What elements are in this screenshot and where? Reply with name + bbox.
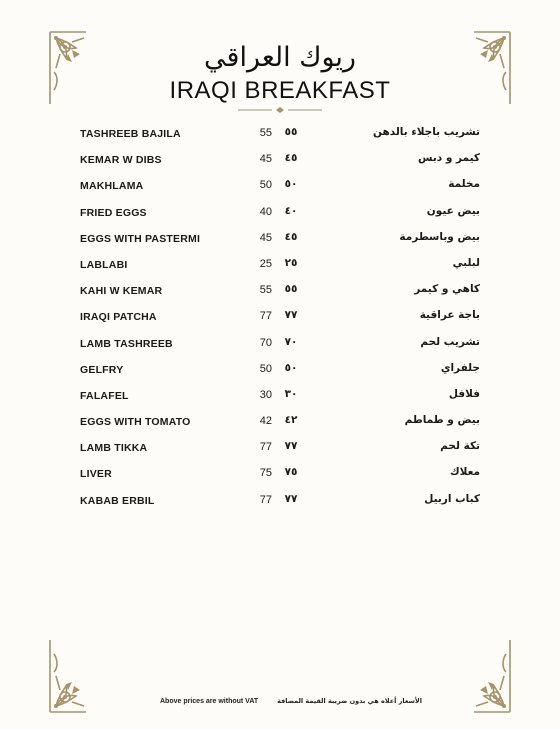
item-price-ar: ٥٠ [284,178,298,191]
item-price-ar: ٤٠ [284,204,298,217]
menu-item [0,384,560,410]
menu-header [0,40,560,104]
title-divider [238,107,322,113]
item-price-en: 70 [259,336,272,349]
item-price-en: 45 [259,153,272,166]
item-name-ar: فلافل [448,387,480,400]
item-name-ar: لبلبي [452,256,480,269]
title-arabic: ريوك العراقي [204,42,356,73]
menu-item [0,410,560,436]
item-price-en: 45 [259,231,272,244]
item-name-en: FALAFEL [80,389,129,402]
item-price-en: 50 [259,362,272,375]
item-name-en: LIVER [80,468,112,481]
menu-item [0,253,560,279]
item-name-en: EGGS WITH TOMATO [80,416,191,429]
item-price-en: 77 [259,441,272,454]
menu-item [0,489,560,515]
item-name-en: LAMB TIKKA [80,442,148,455]
menu-item [0,462,560,488]
item-name-en: TASHREEB BAJILA [80,128,181,140]
item-name-ar: باجة عراقية [419,309,480,322]
item-price-en: 40 [259,205,272,218]
item-price-ar: ٤٢ [284,414,298,427]
item-name-en: FRIED EGGS [80,206,147,219]
item-name-ar: بيض عيون [426,204,480,217]
corner-ornament-bottom-left [46,636,92,716]
item-name-en: GELFRY [80,363,124,376]
vat-note-en: Above prices are without VAT [160,698,259,705]
item-name-ar: كاهي و كيمر [414,283,480,296]
item-name-en: KEMAR W DIBS [80,154,162,167]
item-price-ar: ٧٧ [284,440,298,453]
menu-item [0,332,560,358]
item-price-ar: ٣٠ [284,387,298,400]
item-price-en: 77 [259,493,272,506]
item-name-ar: جلفراي [440,361,480,374]
corner-ornament-bottom-right [468,636,514,716]
item-price-ar: ٥٠ [284,361,298,374]
item-price-en: 55 [259,284,272,297]
item-name-en: MAKHLAMA [80,180,144,193]
item-name-ar: كباب اربيل [424,492,480,505]
menu-item [0,227,560,253]
item-price-en: 30 [259,388,272,401]
item-price-en: 55 [259,127,272,139]
item-price-ar: ٧٥ [284,466,298,479]
item-name-en: LAMB TASHREEB [80,337,173,350]
item-name-ar: تشريب لحم [420,335,480,348]
menu-item [0,201,560,227]
item-name-ar: معلاك [449,466,480,479]
title-english: IRAQI BREAKFAST [169,77,391,104]
item-name-ar: بيض و طماطم [404,414,480,427]
item-name-ar: بيض وباسطرمة [399,230,480,243]
item-name-en: IRAQI PATCHA [80,311,157,324]
item-price-ar: ٧٠ [284,335,298,348]
item-price-en: 50 [259,179,272,192]
item-name-en: KAHI W KEMAR [80,285,163,298]
menu-item [0,174,560,200]
item-name-ar: كيمر و دبس [418,152,480,165]
menu-list [0,122,560,515]
item-price-ar: ٤٥ [284,230,298,243]
item-name-en: KABAB ERBIL [80,494,155,507]
item-price-ar: ٧٧ [284,309,298,322]
menu-item [0,148,560,174]
item-price-ar: ٢٥ [284,256,298,269]
item-price-ar: ٤٥ [284,152,298,165]
item-name-ar: مخلمة [448,178,480,191]
item-price-en: 75 [259,467,272,480]
item-name-en: LABLABI [80,258,128,271]
item-price-en: 77 [259,310,272,323]
menu-item [0,436,560,462]
menu-item [0,358,560,384]
item-price-ar: ٥٥ [284,126,298,138]
item-price-ar: ٥٥ [284,283,298,296]
item-price-en: 25 [259,257,272,270]
item-name-en: EGGS WITH PASTERMI [80,232,201,245]
menu-item [0,122,560,148]
menu-item [0,279,560,305]
item-price-ar: ٧٧ [284,492,298,505]
item-name-ar: تشريب باجلاء بالدهن [373,126,480,138]
menu-item [0,305,560,331]
vat-note-ar: الأسعار أعلاه هي بدون ضريبة القيمة المضافة [277,697,422,705]
item-price-en: 42 [259,415,272,428]
item-name-ar: تكة لحم [440,440,480,453]
